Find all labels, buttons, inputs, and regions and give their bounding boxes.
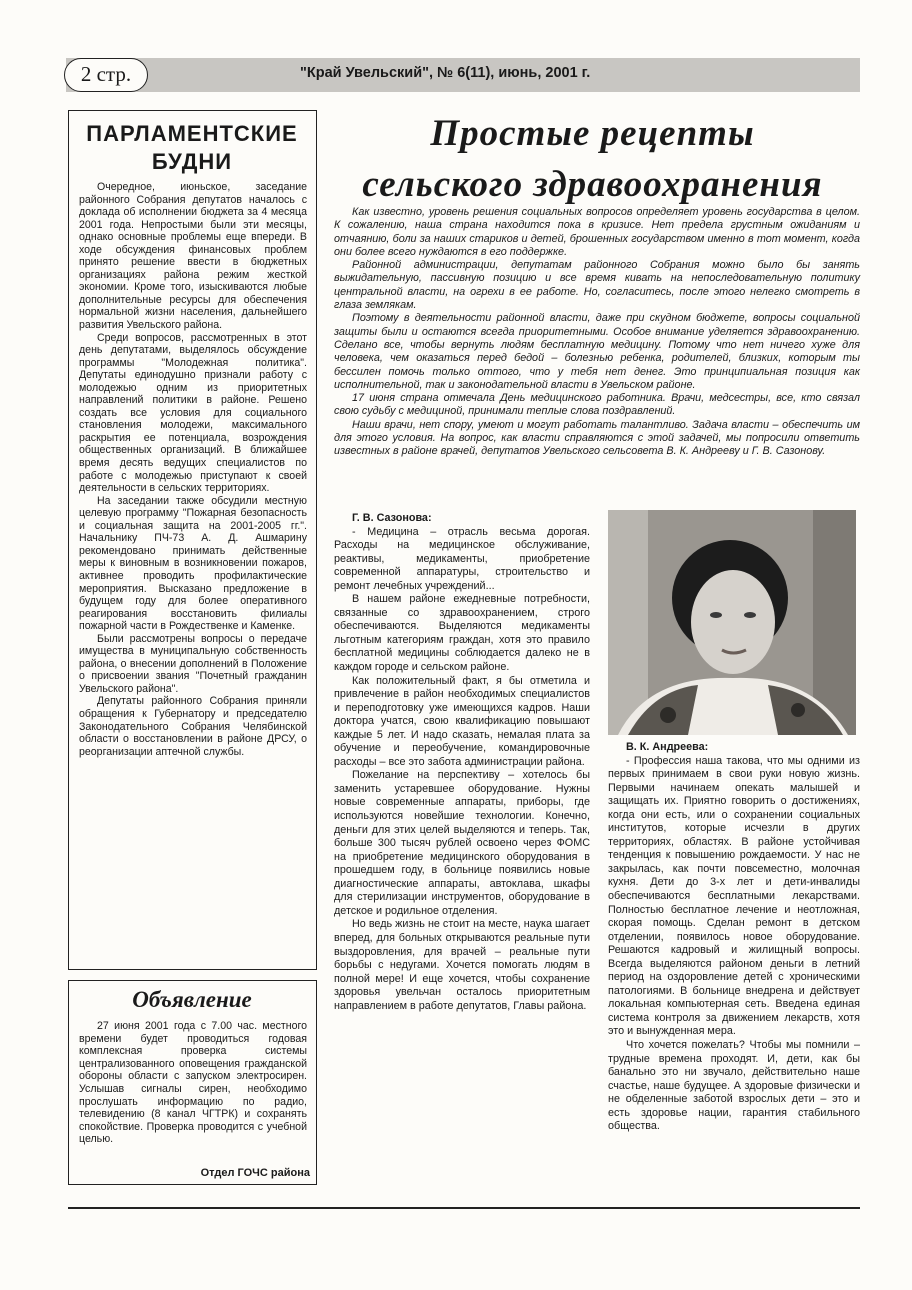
left-article-body (79, 181, 307, 758)
paragraph: - Медицина – отрасль весьма дорогая. Расходы на медицинское обслуживание, реактивы, медикаменты, приобретение современной аппаратуры, строительство и ремонт лечебных учреждений... (334, 525, 590, 592)
paragraph: Наши врачи, нет спору, умеют и могут работать талантливо. Задача власти – обеспечить им для этого условия. На вопрос, как власти справляются с этой задачей, мы попросили ответить известных в районе врачей, депутатов Увельского сельсовета В. К. Андрееву и Г. В. Сазонову. (334, 418, 860, 458)
paragraph: Пожелание на перспективу – хотелось бы заменить устаревшее оборудование. Нужны новые современные аппараты, приборы, где используются новейшие технологии. Конечно, деньги для этих целей выделяются и теперь. Так, больше 300 тысяч рублей освоено через ФОМС на приобретение медицинского оборудования в прошедшем году, в больнице появились новые диагностические аппараты, автоклава, шкафы для стерилизации инструментов, оборудование в детское и родильное отделения. (334, 769, 590, 917)
paragraph: Поэтому в деятельности районной власти, даже при скудном бюджете, вопросы социальной защиты были и остаются всегда приоритетными. Особое внимание уделяется здравоохранению. Сделано все, чтобы вернуть людям бесплатную медицину. Потому что нет ничего хуже для человека, чем оказаться перед бедой – болезнью ребенка, родителей, близких, которым ты бессилен помочь только оттого, что у тебя нет денег. Это принципиальная позиция как исполнительной, так и законодательной власти в Увельском районе. (334, 312, 860, 391)
left-article-title: ПАРЛАМЕНТСКИЕ БУДНИ (86, 121, 298, 174)
paragraph: 17 июня страна отмечала День медицинского работника. Врачи, медсестры, все, кто связал свою судьбу с медициной, принимали теплые слова поздравлений. (334, 392, 860, 418)
paragraph: Что хочется пожелать? Чтобы мы помнили – трудные времена проходят. И, дети, как бы банально это ни звучало, действительно наше счастье, наше будущее. А здоровые физически и не обделенные заботой взрослых дети – это и есть здоровье нации, гарантия стабильного общества. (608, 1039, 860, 1133)
main-article-title (335, 108, 850, 210)
announcement-signature: Отдел ГОЧС района (200, 1167, 310, 1179)
main-article-intro (334, 206, 860, 459)
announcement-body (79, 1020, 307, 1146)
paragraph: 27 июня 2001 года с 7.00 час. местного времени будет проводиться годовая комплексная проверка системы централизованного оповещения гражданской обороны области с запуском электросирен. Услышав сигналы сирен, необходимо прослушать информацию по радио, телевидению (8 канал ЧГТРК) и сохранять спокойствие. Проверка проводится с учебной целью. (79, 1020, 307, 1146)
interview-andreeva (608, 741, 860, 1134)
newspaper-header: "Край Увельский", № 6(11), июнь, 2001 г. (300, 65, 591, 81)
title-line: Простые рецепты (430, 113, 755, 154)
paragraph: Районной администрации, депутатам районного Собрания можно было бы занять выжидательную, пассивную позицию и все время кивать на непоследовательную политику центральной власти, на огрехи в ее работе. Но, согласитесь, после этого нелегко смотреть в глаза землякам. (334, 259, 860, 312)
paragraph: Были рассмотрены вопросы о передаче имущества в муниципальную собственность района, о внесении дополнений в Положение о присвоении звания "Почетный гражданин Увельского района". (79, 632, 307, 695)
portrait-photo (608, 510, 856, 735)
speaker-name: Г. В. Сазонова: (352, 512, 432, 524)
paragraph: Среди вопросов, рассмотренных в этот день депутатами, выделялось обсуждение программы "Молодежная политика". Депутаты единодушно признали работу с молодежью одним из приоритетных направлений политики в районе. Решено создать все условия для социального становления молодежи, максимального раскрытия ее потенциала, возрождения общественных организаций. В ближайшее время десять ведущих специалистов по работе с молодежью приступают к своей деятельности в сельских территориях. (79, 331, 307, 495)
paragraph: На заседании также обсудили местную целевую программу "Пожарная безопасность и социальная защита на 2001-2005 гг.". Начальнику ПЧ-73 А. Д. Ашмарину рекомендовано принимать действенные меры к виновным в возникновении пожаров, активнее проводить профилактические мероприятия. Высказано предложение в будущем году для более оперативного реагирования восстановить филиалы пожарной части в Рождественке и Каменке. (79, 494, 307, 633)
paragraph: В нашем районе ежедневные потребности, связанные со здравоохранением, строго обеспечиваются. Выделяются медикаменты льготным категориям граждан, хотя это правило бесплатной медицины соблюдается далеко не в каждом городе и сельском районе. (334, 593, 590, 674)
paragraph: Очередное, июньское, заседание районного Собрания депутатов началось с доклада об исполнении бюджета за 4 месяца 2001 года. Непростыми были эти месяцы, однако основные проблемы еще впереди. В ходе обсуждения финансовых проблем принято решение ввести в бюджетных организациях района режим жесткой экономии. Кроме того, изыскиваются любые дополнительные ресурсы для обеспечения нормальной жизни населения, дальнейшего развития Увельского района. (79, 181, 307, 332)
interview-sazonova (334, 512, 590, 1013)
paragraph: - Профессия наша такова, что мы одними из первых принимаем в свои руки новую жизнь. Первыми начинаем опекать малышей и защищать их. Приятно говорить о достижениях, когда они есть, или о сохранении социальных институтов, которые исчезли в других территориях, областях. В районе устойчивая тенденция к повышению рождаемости. У нас не закрылась, как почти повсеместно, молочная кухня. Дети до 3-х лет и дети-инвалиды обеспечиваются бесплатными лекарствами. Полностью бесплатное лечение и неотложная, скорая помощь. Сделан ремонт в детском отделении, появилось новое оборудование. Решаются кадровый и жилищный вопросы. Всегда выделяются районом деньги в летний период на оздоровление детей с хроническими патологиями. В больнице внедрена и действует локальная компьютерная сеть. Введена единая система контроля за движением лекарств, хотя это и вынужденная мера. (608, 754, 860, 1038)
page-number: 2 стр. (64, 58, 148, 92)
announcement-title: Объявление (132, 987, 252, 1012)
portrait-image (608, 510, 856, 735)
footer-rule (68, 1207, 860, 1209)
title-line: сельского здравоохранения (362, 164, 823, 205)
speaker-name: В. К. Андреева: (626, 741, 709, 753)
paragraph: Как положительный факт, я бы отметила и привлечение в район необходимых специалистов и переподготовку уже имеющихся кадров. Наши доктора учатся, свою квалификацию повышают каждые 5 лет. И надо сказать, немалая плата за обучение и переобучение, командировочные расходы – все это забота администрации района. (334, 674, 590, 768)
paragraph: Но ведь жизнь не стоит на месте, наука шагает вперед, для больных открываются реальные пути выздоровления, для врачей – реальные пути борьбы с недугами. Хочется помогать людям в полной мере! И еще хочется, чтобы сохранение здоровья увельчан осталось приоритетным направлением в работе депутатов, Главы района. (334, 918, 590, 1012)
paragraph: Депутаты районного Собрания приняли обращения к Губернатору и председателю Законодательного Собрания Челябинской области о восстановлении в районе ДРСУ, о реорганизации аптечной службы. (79, 695, 307, 758)
paragraph: Как известно, уровень решения социальных вопросов определяет уровень государства в целом. К сожалению, наша страна находится пока в кризисе. Нет предела грустным ожиданиям и отчаянию, боли за наших стариков и детей, брошенных государством именно в тот момент, когда они более всего нуждаются в его поддержке. (334, 206, 860, 258)
